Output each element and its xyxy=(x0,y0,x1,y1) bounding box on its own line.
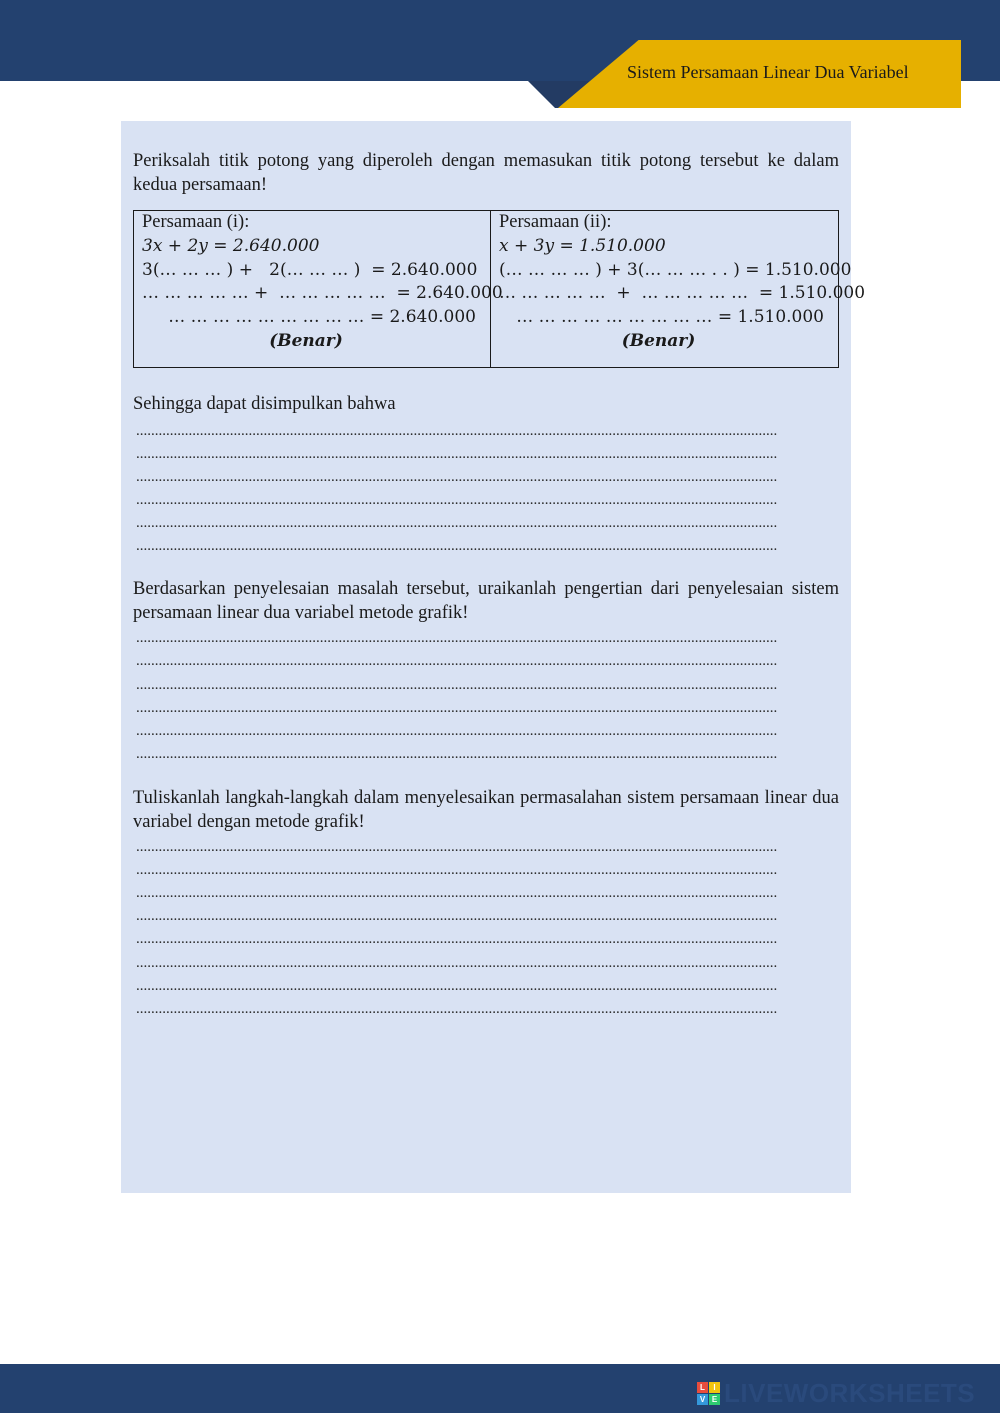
logo-letter: V xyxy=(697,1394,708,1405)
equation-cell-i xyxy=(134,211,503,367)
equation-ii-result: (Benar) xyxy=(621,330,696,351)
equation-cell-ii xyxy=(491,211,866,367)
answer-line[interactable]: ........................................................................................................................................................................... xyxy=(136,839,778,855)
logo-letter: E xyxy=(709,1394,720,1405)
answer-line[interactable]: ........................................................................................................................................................................... xyxy=(136,978,778,994)
logo-letter: I xyxy=(709,1382,720,1393)
answer-line[interactable]: ........................................................................................................................................................................... xyxy=(136,677,778,693)
intro-text: Periksalah titik potong yang diperoleh dengan memasukan titik potong tersebut ke dalam kedua persamaan! xyxy=(133,151,839,195)
question-1: Berdasarkan penyelesaian masalah tersebut, uraikanlah pengertian dari penyelesaian sistem persamaan linear dua variabel metode grafik! xyxy=(133,579,839,623)
equation-i-step2[interactable]: … … … … … + … … … … … = 2.640.000 xyxy=(142,283,503,304)
logo-icon xyxy=(697,1382,720,1405)
answer-line[interactable]: ........................................................................................................................................................................... xyxy=(136,469,778,485)
answer-line[interactable]: ........................................................................................................................................................................... xyxy=(136,862,778,878)
answer-line[interactable]: ........................................................................................................................................................................... xyxy=(136,885,778,901)
answer-line[interactable]: ........................................................................................................................................................................... xyxy=(136,700,778,716)
equation-table xyxy=(133,210,866,368)
answer-line[interactable]: ........................................................................................................................................................................... xyxy=(136,1001,778,1017)
equation-i-step3[interactable]: … … … … … … … … … = 2.640.000 xyxy=(168,307,476,328)
equation-ii-step2[interactable]: … … … … … + … … … … … = 1.510.000 xyxy=(499,283,866,304)
equation-i: 3x + 2y = 2.640.000 xyxy=(142,235,320,256)
answer-line[interactable]: ........................................................................................................................................................................... xyxy=(136,630,778,646)
logo-text: LIVEWORKSHEETS xyxy=(724,1377,976,1408)
equation-ii: x + 3y = 1.510.000 xyxy=(499,235,666,256)
answer-line[interactable]: ........................................................................................................................................................................... xyxy=(136,955,778,971)
answer-line[interactable]: ........................................................................................................................................................................... xyxy=(136,723,778,739)
equation-ii-step3[interactable]: … … … … … … … … … = 1.510.000 xyxy=(516,307,824,328)
answer-line[interactable]: ........................................................................................................................................................................... xyxy=(136,538,778,554)
equation-i-heading: Persamaan (i): xyxy=(142,212,250,232)
answer-line[interactable]: ........................................................................................................................................................................... xyxy=(136,492,778,508)
liveworksheets-logo xyxy=(697,1377,976,1408)
conclusion-prompt: Sehingga dapat disimpulkan bahwa xyxy=(133,394,396,414)
question-2: Tuliskanlah langkah-langkah dalam menyelesaikan permasalahan sistem persamaan linear dua variabel dengan metode grafik! xyxy=(133,788,839,832)
equation-ii-step1[interactable]: (… … … … ) + 3(… … … . . ) = 1.510.000 xyxy=(499,259,852,280)
answer-line[interactable]: ........................................................................................................................................................................... xyxy=(136,746,778,762)
answer-line[interactable]: ........................................................................................................................................................................... xyxy=(136,931,778,947)
answer-line[interactable]: ........................................................................................................................................................................... xyxy=(136,423,778,439)
answer-line[interactable]: ........................................................................................................................................................................... xyxy=(136,908,778,924)
logo-letter: L xyxy=(697,1382,708,1393)
equation-i-step1: 3(… … … ) + 2(… … … ) = 2.640.000 xyxy=(142,259,478,280)
answer-line[interactable]: ........................................................................................................................................................................... xyxy=(136,515,778,531)
answer-line[interactable]: ........................................................................................................................................................................... xyxy=(136,446,778,462)
answer-line[interactable]: ........................................................................................................................................................................... xyxy=(136,653,778,669)
header-title: Sistem Persamaan Linear Dua Variabel xyxy=(627,62,909,82)
equation-ii-heading: Persamaan (ii): xyxy=(499,212,612,232)
equation-i-result: (Benar) xyxy=(269,330,343,351)
